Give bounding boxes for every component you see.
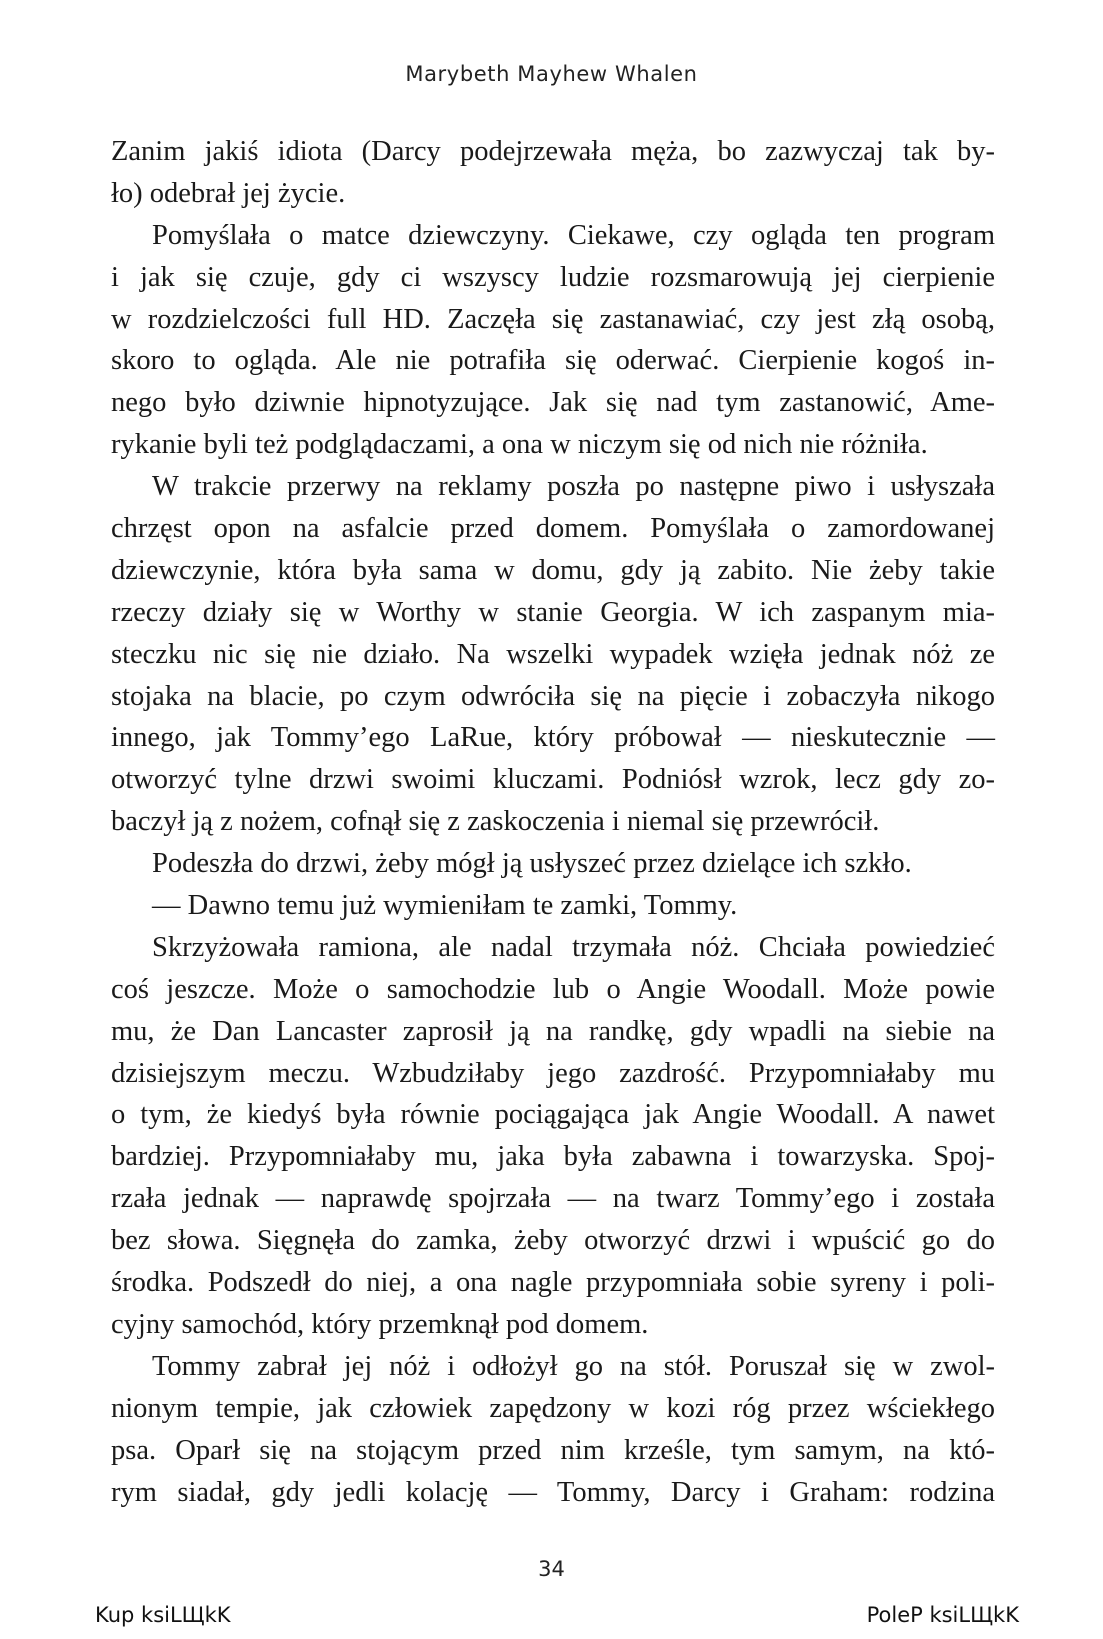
text-line: psa. Oparł się na stojącym przed nim krześle, tym samym, na któ- bbox=[111, 1434, 995, 1466]
text-line: ło) odebrał jej życie. bbox=[111, 177, 346, 209]
text-line: środka. Podszedł do niej, a ona nagle przypomniała sobie syreny i poli- bbox=[111, 1267, 995, 1299]
text-line: W trakcie przerwy na reklamy poszła po następne piwo i usłyszała bbox=[152, 471, 995, 503]
text-line: rym siadał, gdy jedli kolację — Tommy, Darcy i Graham: rodzina bbox=[111, 1476, 995, 1508]
buy-book-link[interactable]: Kup ksiLЩkK bbox=[95, 1603, 231, 1627]
text-line: — Dawno temu już wymieniłam te zamki, Tommy. bbox=[152, 890, 738, 922]
text-line: rykanie byli też podglądaczami, a ona w niczym się od nich nie różniła. bbox=[111, 429, 928, 461]
text-line: coś jeszcze. Może o samochodzie lub o Angie Woodall. Może powie bbox=[111, 973, 995, 1005]
text-line: w rozdzielczości full HD. Zaczęła się zastanawiać, czy jest złą osobą, bbox=[111, 303, 995, 335]
text-line: Zanim jakiś idiota (Darcy podejrzewała męża, bo zazwyczaj tak by- bbox=[111, 136, 995, 167]
text-line: i jak się czuje, gdy ci wszyscy ludzie rozsmarowują jej cierpienie bbox=[111, 261, 995, 293]
text-line: cyjny samochód, który przemknął pod domem. bbox=[111, 1308, 649, 1340]
body-text bbox=[111, 131, 995, 1513]
text-line: dzisiejszym meczu. Wzbudziłaby jego zazdrość. Przypomniałaby mu bbox=[111, 1057, 995, 1089]
text-line: mu, że Dan Lancaster zaprosił ją na randkę, gdy wpadli na siebie na bbox=[111, 1015, 995, 1047]
text-line: steczku nic się nie działo. Na wszelki wypadek wzięła jednak nóż ze bbox=[111, 638, 995, 670]
text-line: rzała jednak — naprawdę spojrzała — na twarz Tommy’ego i została bbox=[111, 1183, 995, 1215]
text-line: Tommy zabrał jej nóż i odłożył go na stół. Poruszał się w zwol- bbox=[152, 1350, 995, 1382]
text-line: stojaka na blacie, po czym odwróciła się na pięcie i zobaczyła nikogo bbox=[111, 680, 995, 712]
text-line: dziewczynie, która była sama w domu, gdy ją zabito. Nie żeby takie bbox=[111, 554, 995, 586]
text-line: innego, jak Tommy’ego LaRue, który próbował — nieskutecznie — bbox=[111, 722, 995, 754]
text-line: skoro to ogląda. Ale nie potrafiła się oderwać. Cierpienie kogoś in- bbox=[111, 345, 995, 377]
recommend-book-link[interactable]: PoleP ksiLЩkK bbox=[866, 1603, 1019, 1627]
page-number: 34 bbox=[538, 1557, 565, 1581]
text-line: o tym, że kiedyś była równie pociągająca jak Angie Woodall. A nawet bbox=[111, 1099, 995, 1131]
text-line: Podeszła do drzwi, żeby mógł ją usłyszeć przez dzielące ich szkło. bbox=[152, 848, 912, 880]
text-line: nego było dziwnie hipnotyzujące. Jak się nad tym zastanowić, Ame- bbox=[111, 387, 995, 419]
text-line: Pomyślała o matce dziewczyny. Ciekawe, czy ogląda ten program bbox=[152, 219, 995, 251]
text-line: chrzęst opon na asfalcie przed domem. Pomyślała o zamordowanej bbox=[111, 513, 995, 545]
text-line: nionym tempie, jak człowiek zapędzony w kozi róg przez wściekłego bbox=[111, 1392, 995, 1424]
text-line: bardziej. Przypomniałaby mu, jaka była zabawna i towarzyska. Spoj- bbox=[111, 1141, 995, 1173]
text-line: otworzyć tylne drzwi swoimi kluczami. Podniósł wzrok, lecz gdy zo- bbox=[111, 764, 995, 796]
text-line: bez słowa. Sięgnęła do zamka, żeby otworzyć drzwi i wpuścić go do bbox=[111, 1225, 995, 1257]
running-head-author: Marybeth Mayhew Whalen bbox=[405, 62, 698, 86]
text-line: rzeczy działy się w Worthy w stanie Georgia. W ich zaspanym mia- bbox=[111, 596, 995, 628]
text-line: Skrzyżowała ramiona, ale nadal trzymała nóż. Chciała powiedzieć bbox=[152, 931, 995, 963]
text-line: baczył ją z nożem, cofnął się z zaskoczenia i niemal się przewrócił. bbox=[111, 806, 880, 838]
